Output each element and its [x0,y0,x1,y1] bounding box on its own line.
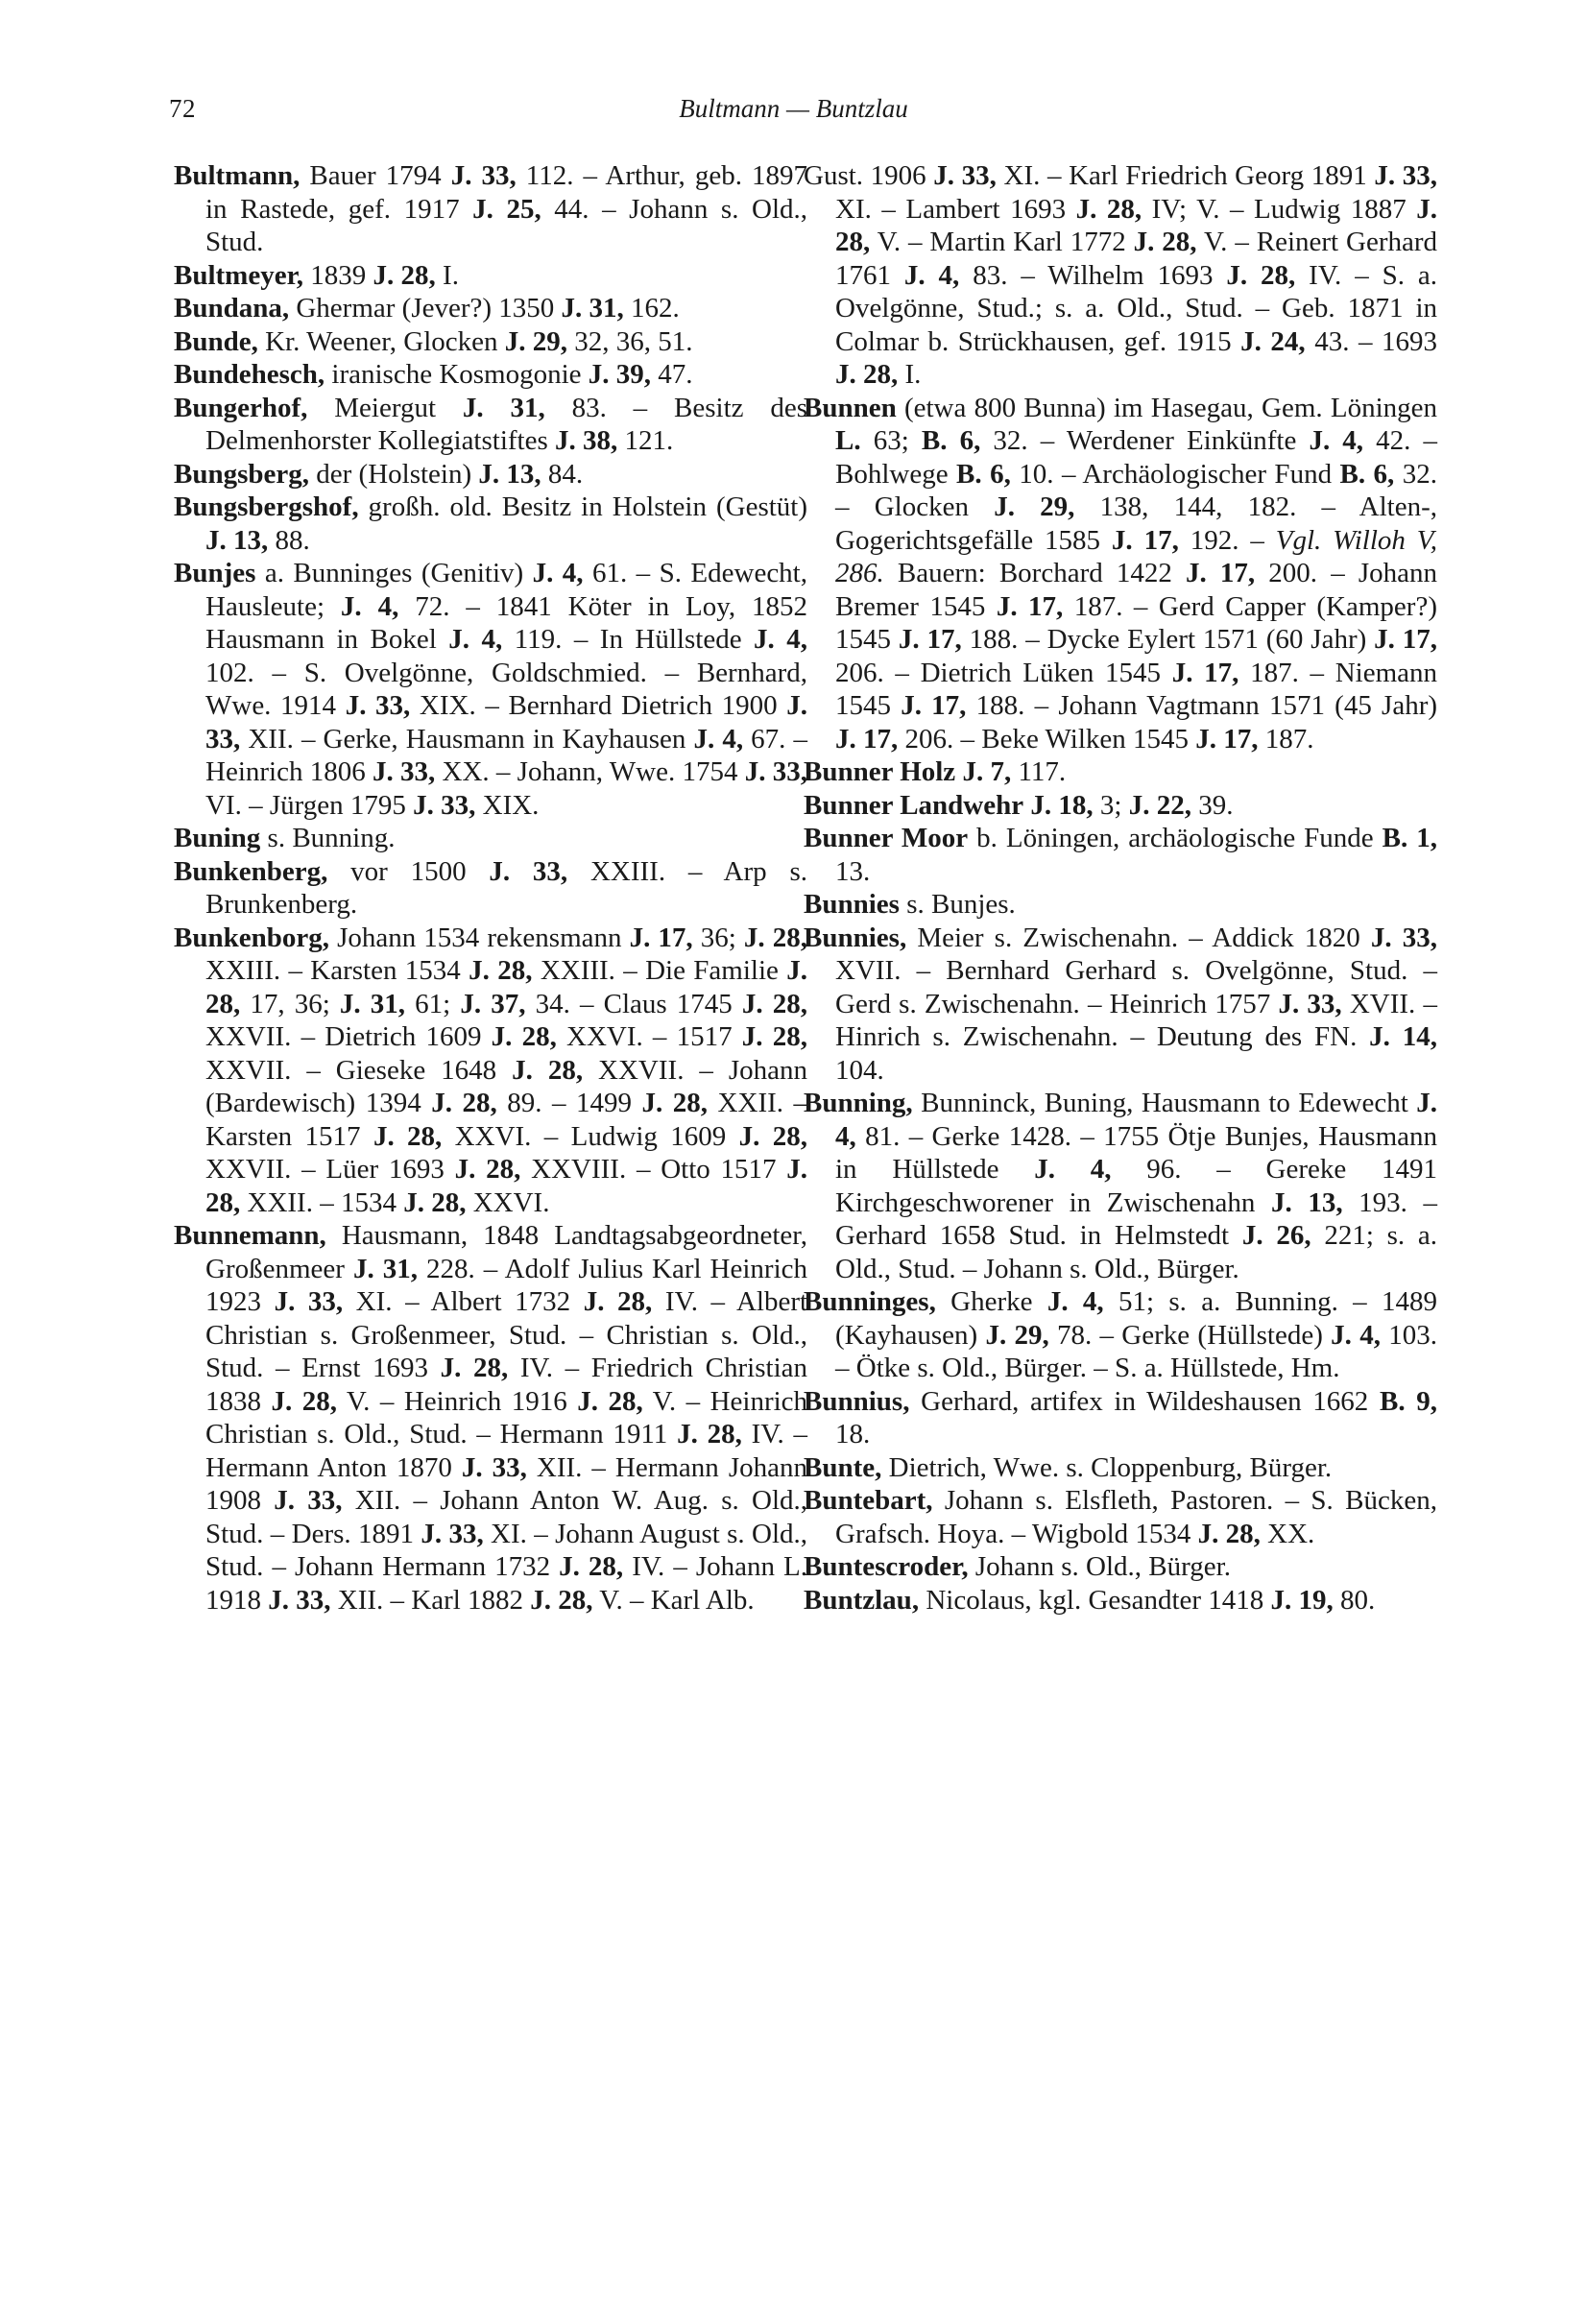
running-title: Bultmann — Buntzlau [679,94,908,123]
reference: J. 28, [835,193,1437,257]
entry-text: XII. – Hermann Johann 1908 [205,1451,807,1516]
entry-text: 192. – [1178,524,1276,556]
entry-keyword: Bungsbergshof, [174,491,359,522]
reference: J. 17, [1111,524,1179,556]
entry-keyword: Bunnies, [804,922,907,953]
reference: J. 33, [268,1584,331,1616]
reference: J. 28, [403,1186,467,1218]
entry-text: 18. [835,1419,871,1450]
reference: J. 33, [274,1286,344,1317]
entry-text: 10. – Archäologischer Fund [1010,458,1340,490]
reference: J. 28, [559,1551,624,1582]
reference: J. 28, [1133,227,1197,257]
entry-text: 1839 [303,259,373,291]
entry-keyword: Bunner Holz [804,756,956,787]
entry-text: V. – Reinert Gerhard 1761 [835,227,1438,291]
index-entry [174,159,807,259]
reference: J. 33, [372,756,436,787]
entry-text: XII. – Gerke, Hausmann in Kayhausen [240,723,694,755]
index-entry [804,1285,1437,1385]
entry-text: 47. [651,359,693,390]
entry-text: 17, 36; [240,988,340,1019]
reference: J. 28, [512,1054,584,1086]
reference: J. 26, [1241,1220,1311,1251]
entry-text: XXVII. – Dietrich 1609 [205,1021,492,1052]
reference: J. 28, [431,1088,497,1118]
reference: J. 28, [1197,1518,1261,1549]
entry-text: VI. – Jürgen 1795 [205,789,414,821]
reference: J. 28, [1075,193,1142,225]
entry-text: XII. – Johann Anton W. Aug. s. Old., Stud. – Ders. 1891 [205,1485,808,1549]
entry-keyword: Bunte, [804,1451,882,1483]
index-entry [804,1451,1437,1485]
reference: J. 13, [478,458,541,490]
entry-text: XXII. – Karsten 1517 [205,1088,808,1152]
entry-text: XXIII. – Die Familie [532,955,787,986]
entry-text: 83. – Wilhelm 1693 [959,259,1227,291]
index-entry [804,1385,1437,1451]
reference: B. 9, [1379,1385,1438,1417]
entry-keyword: Bunkenberg, [174,855,328,887]
reference: J. 31, [462,392,545,423]
reference: B. 6, [956,458,1011,490]
reference: J. 28, [583,1286,653,1317]
entry-text: XI. – Karl Friedrich Georg 1891 [996,160,1375,191]
entry-text: 42. – Bohlwege [835,425,1438,490]
reference: J. 28, [373,259,436,291]
reference: J. 29, [994,491,1075,522]
entry-text: 83. – Besitz des Delmenhorster Kollegiatstiftes [205,392,807,456]
entry-text: s. Bunning. [260,823,396,853]
reference: J. 33, [933,160,997,191]
entry-text: 187. – Gerd Capper (Kamper?) 1545 [835,590,1437,655]
reference: J. 4, [693,723,744,755]
reference: J. 28, [205,1154,807,1218]
reference: J. 28, [835,359,899,390]
reference: J. 37, [460,988,526,1019]
reference: J. 33, [345,690,411,721]
reference: J. 33, [450,160,517,191]
reference: J. 4, [1034,1154,1112,1185]
entry-text: 32. – Werdener Einkünfte [980,425,1310,456]
reference: J. 33, [1374,160,1437,191]
entry-keyword: Bunnen [804,392,897,423]
reference: J. 22, [1128,789,1191,821]
reference: J. 28, [641,1088,709,1118]
entry-text: 80. [1333,1584,1376,1616]
entry-text: 88. [268,524,310,556]
reference: B. 1, [1382,823,1437,853]
page-number: 72 [169,94,196,123]
entry-text: XX. – Johann, Wwe. 1754 [435,756,745,787]
reference: J. 4, [1046,1286,1104,1317]
right-column [804,159,1437,1617]
reference: J. 13, [1271,1186,1343,1218]
entry-text: Bunninck, Buning, Hausmann to Edewecht [912,1088,1417,1118]
entry-text: Johann s. Old., Bürger. [968,1551,1231,1582]
entry-text: XXIII. – Karsten 1534 [205,955,469,986]
entry-keyword: Bunkenborg, [174,922,329,953]
index-entry [174,358,807,392]
reference: J. 28, [741,988,808,1019]
entry-text: 162. [623,293,680,323]
entry-text: 117. [1011,756,1067,787]
index-entry [174,392,807,458]
entry-text: Johann 1534 rekensmann [328,922,630,953]
entry-text: 44. – Johann s. Old., Stud. [205,193,808,257]
reference: J. 17, [1186,558,1256,588]
entry-text: 200. – Johann Bremer 1545 [835,558,1437,622]
index-entry [804,1087,1437,1285]
reference: L. [835,425,861,456]
entry-text: 206. – Beke Wilken 1545 [898,723,1196,755]
entry-keyword: Bunner Moor [804,823,969,853]
entry-text: 81. – Gerke 1428. – 1755 Ötje Bunjes, Hausmann in Hüllstede [835,1120,1437,1185]
reference: J. 28, [440,1353,509,1383]
index-entry [174,1219,807,1617]
entry-keyword: Bunde, [174,325,258,357]
entry-text: 67. – Heinrich 1806 [205,723,808,787]
entry-keyword: Bungsberg, [174,458,310,490]
index-entry [174,922,807,1220]
entry-text: Gust. 1906 [804,160,934,191]
entry-text: vor 1500 [327,855,490,887]
reference: J. 17, [901,690,967,721]
entry-text: der (Holstein) [309,458,479,490]
reference: J. 33, [461,1451,527,1483]
entry-text: 78. – Gerke (Hüllstede) [1048,1319,1332,1351]
index-entry [804,822,1437,888]
entry-text: Hausmann, 1848 Landtagsabgeordneter, Großenmeer [205,1220,807,1284]
reference: J. 33, [413,789,476,821]
reference: J. 33, [274,1485,343,1516]
entry-text: (etwa 800 Bunna) im Hasegau, Gem. Löningen [896,392,1437,423]
reference: J. 28, [677,1419,742,1450]
entry-text: IV; V. – Ludwig 1887 [1142,193,1417,225]
entry-keyword: Bultmeyer, [174,259,304,291]
reference: J. 28, [530,1584,593,1616]
entry-text: XVII. – Hinrich s. Zwischenahn. – Deutung des FN. [835,988,1438,1052]
entry-text: s. Bunjes. [899,889,1016,920]
reference: J. 13, [205,524,269,556]
entry-text: XX. [1260,1518,1315,1549]
entry-text: 36; [692,922,744,953]
entry-text: XIX. [475,789,540,821]
entry-keyword: Bunnemann, [174,1220,326,1251]
entry-text: Meiergut [307,392,463,423]
entry-text: V. – Heinrich Christian s. Old., Stud. – Hermann 1911 [205,1385,808,1450]
reference: J. 17, [1195,723,1259,755]
reference: J. 29, [504,325,567,357]
reference: J. 7, [962,756,1012,787]
entry-text: XXVI. – Ludwig 1609 [442,1120,739,1152]
index-entry [174,292,807,325]
entry-text: 187. – Niemann 1545 [835,657,1437,721]
index-entry [804,1550,1437,1584]
entry-text: XXVIII. – Otto 1517 [520,1154,787,1185]
reference: J. 4, [340,590,399,622]
reference: J. 28, [454,1154,521,1185]
entry-text: Ghermar (Jever?) 1350 [289,293,562,323]
entry-text: V. – Martin Karl 1772 [870,227,1134,257]
entry-text: I. [898,359,922,390]
reference: J. 4, [1331,1319,1381,1351]
index-entry [804,755,1437,789]
entry-text: Johann s. Elsfleth, Pastoren. – S. Bücken, Grafsch. Hoya. – Wigbold 1534 [835,1485,1437,1549]
entry-text: IV. – Johann L. 1918 [205,1551,808,1616]
reference: J. 17, [835,723,899,755]
reference: J. 33, [744,756,808,787]
entry-text: XII. – Karl 1882 [330,1584,531,1616]
reference: J. 17, [629,922,693,953]
reference: J. 19, [1270,1584,1334,1616]
entry-text: Meier s. Zwischenahn. – Addick 1820 [906,922,1371,953]
entry-keyword: Buntebart, [804,1485,933,1516]
entry-text: 32. – Glocken [835,458,1438,522]
reference: J. 28, [205,955,807,1019]
entry-text: b. Löningen, archäologische Funde [968,823,1383,853]
entry-text: XXVII. – Lüer 1693 [205,1154,455,1185]
index-entry [804,1484,1437,1550]
entry-text: IV. – Hermann Anton 1870 [205,1419,808,1483]
entry-text: Bauern: Borchard 1422 [883,558,1187,588]
reference: J. 4, [1309,425,1364,456]
index-entry [804,789,1437,823]
reference: J. 33, [205,690,807,755]
reference: J. 17, [996,590,1064,622]
reference: J. 29, [985,1319,1049,1351]
entry-text: 13. [835,855,871,887]
index-entry [174,855,807,922]
entry-text: 3; [1093,789,1129,821]
entry-text: Dietrich, Wwe. s. Cloppenburg, Bürger. [881,1451,1333,1483]
entry-text: XXVI. – 1517 [556,1021,742,1052]
entry-text: 187. [1258,723,1314,755]
reference: J. 33, [1370,922,1437,953]
entry-text: 103. – Ötke s. Old., Bürger. – S. a. Hüllstede, Hm. [835,1319,1437,1383]
entry-text: XXVII. – Gieseke 1648 [205,1054,513,1086]
reference: J. 4, [835,1088,1437,1152]
index-entry [804,1584,1437,1617]
entry-text: 34. – Claus 1745 [525,988,742,1019]
entry-text: a. Bunninges (Genitiv) [255,558,533,588]
reference: J. 28, [271,1385,337,1417]
entry-text: 63; [860,425,922,456]
reference: J. 14, [1369,1021,1438,1052]
entry-text: 89. – 1499 [496,1088,642,1118]
reference: J. 38, [555,425,618,456]
reference: J. 25, [472,193,541,225]
entry-text: 138, 144, 182. – Alten-, Gogerichtsgefälle 1585 [835,491,1437,556]
reference: J. 28, [1226,259,1296,291]
reference: J. 4, [754,624,808,655]
reference: J. 4, [448,624,503,655]
entry-text: 206. – Dietrich Lüken 1545 [835,657,1172,688]
reference: J. 4, [903,259,960,291]
index-entry [174,557,807,822]
reference: J. 17, [1171,657,1239,688]
entry-keyword: Bultmann, [174,160,301,191]
index-entry-continued [804,159,1437,392]
entry-keyword: Buntzlau, [804,1584,920,1616]
reference: J. 24, [1240,325,1306,357]
entry-text: XIX. – Bernhard Dietrich 1900 [410,690,787,721]
entry-text: I. [435,259,459,291]
reference: J. 28, [741,1021,807,1052]
entry-text: V. – Karl Alb. [592,1584,755,1616]
index-entry [804,922,1437,1088]
reference: B. 6, [1339,458,1395,490]
reference: J. 31, [352,1253,418,1284]
entry-text: 104. [835,1054,884,1086]
entry-text: 188. – Dycke Eylert 1571 (60 Jahr) [961,624,1375,655]
reference: J. 28, [743,922,808,953]
left-column [174,159,807,1617]
index-entry [174,822,807,855]
entry-keyword: Buning [174,823,261,853]
entry-text: 51; s. a. Bunning. – 1489 (Kayhausen) [835,1286,1437,1351]
entry-text: 112. – Arthur, geb. 1897 in Rastede, gef. 1917 [205,160,807,225]
entry-keyword: Bunning, [804,1088,913,1118]
entry-text: Gerhard, artifex in Wildeshausen 1662 [909,1385,1380,1417]
entry-text: 84. [541,458,584,490]
entry-text: XXVI. [466,1186,550,1218]
reference: J. 18, [1030,789,1094,821]
entry-text: 228. – Adolf Julius Karl Heinrich 1923 [205,1253,808,1317]
reference: J. 28, [738,1120,808,1152]
entry-text: V. – Heinrich 1916 [336,1385,578,1417]
entry-text: großh. old. Besitz in Holstein (Gestüt) [358,491,807,522]
entry-keyword: Bunninges, [804,1286,936,1317]
entry-text: 119. – In Hüllstede [502,624,755,655]
entry-text: XXII. – 1534 [240,1186,404,1218]
index-entry [174,325,807,359]
reference: J. 28, [469,955,533,986]
reference: J. 17, [1374,624,1438,655]
reference: J. 33, [489,855,568,887]
entry-text: Nicolaus, kgl. Gesandter 1418 [919,1584,1271,1616]
index-entry [804,392,1437,756]
entry-text: 61; [405,988,461,1019]
entry-keyword: Bunnies [804,889,900,920]
reference: J. 28, [491,1021,557,1052]
entry-text: 193. – Gerhard 1658 Stud. in Helmstedt [835,1186,1438,1251]
entry-text: 43. – 1693 [1305,325,1438,357]
entry-text: XXIII. – Arp s. Brunkenberg. [205,855,807,920]
entry-keyword: Bundana, [174,293,290,323]
entry-keyword: Bunner Landwehr [804,789,1024,821]
entry-text: 102. – S. Ovelgönne, Goldschmied. – Bernhard, Wwe. 1914 [205,657,807,721]
entry-text: iranische Kosmogonie [325,359,589,390]
reference: J. 4, [532,558,584,588]
entry-text: 72. – 1841 Köter in Loy, 1852 Hausmann in Bokel [205,590,808,655]
entry-text: XI. – Lambert 1693 [835,193,1076,225]
entry-text: IV. – Albert Christian s. Großenmeer, Stud. – Christian s. Old., Stud. – Ernst 1693 [205,1286,808,1383]
italic-citation: Vgl. Willoh V, 286. [835,524,1437,588]
entry-text: XI. – Albert 1732 [343,1286,584,1317]
entry-keyword: Bungerhof, [174,392,308,423]
reference: J. 31, [561,293,624,323]
entry-keyword: Bunjes [174,558,256,588]
entry-text: XI. – Johann August s. Old., Stud. – Johann Hermann 1732 [205,1518,808,1582]
entry-text: IV. – Friedrich Christian 1838 [205,1353,807,1417]
entry-text: 188. – Johann Vagtmann 1571 (45 Jahr) [966,690,1438,721]
entry-keyword: Bundehesch, [174,359,325,390]
reference: J. 39, [588,359,652,390]
index-entry [174,259,807,293]
reference: J. 31, [339,988,406,1019]
entry-text: 61. – S. Edewecht, Hausleute; [205,558,807,622]
reference: J. 33, [421,1518,484,1549]
reference: J. 33, [1278,988,1342,1019]
entry-text: 32, 36, 51. [567,325,693,357]
entry-text: Bauer 1794 [300,160,451,191]
entry-keyword: Buntescroder, [804,1551,969,1582]
reference: B. 6, [921,425,981,456]
index-entry [174,491,807,557]
index-entry [174,458,807,491]
entry-text: 121. [617,425,674,456]
entry-text: IV. – S. a. Ovelgönne, Stud.; s. a. Old., Stud. – Geb. 1871 in Colmar b. Strückhausen, gef. 1915 [835,259,1438,357]
entry-text: 39. [1190,789,1234,821]
reference: J. 28, [373,1120,443,1152]
reference: J. 28, [577,1385,643,1417]
entry-text: Kr. Weener, Glocken [257,325,505,357]
entry-text: 96. – Gereke 1491 Kirchgeschworener in Zwischenahn [835,1154,1438,1218]
entry-text: XVII. – Bernhard Gerhard s. Ovelgönne, Stud. – Gerd s. Zwischenahn. – Heinrich 1757 [835,955,1437,1019]
entry-text: Gherke [935,1286,1047,1317]
index-entry [804,888,1437,922]
entry-text: XXVII. – Johann (Bardewisch) 1394 [205,1054,808,1118]
entry-text: 221; s. a. Old., Stud. – Johann s. Old., Bürger. [835,1220,1438,1284]
reference: J. 17, [898,624,962,655]
entry-keyword: Bunnius, [804,1385,910,1417]
